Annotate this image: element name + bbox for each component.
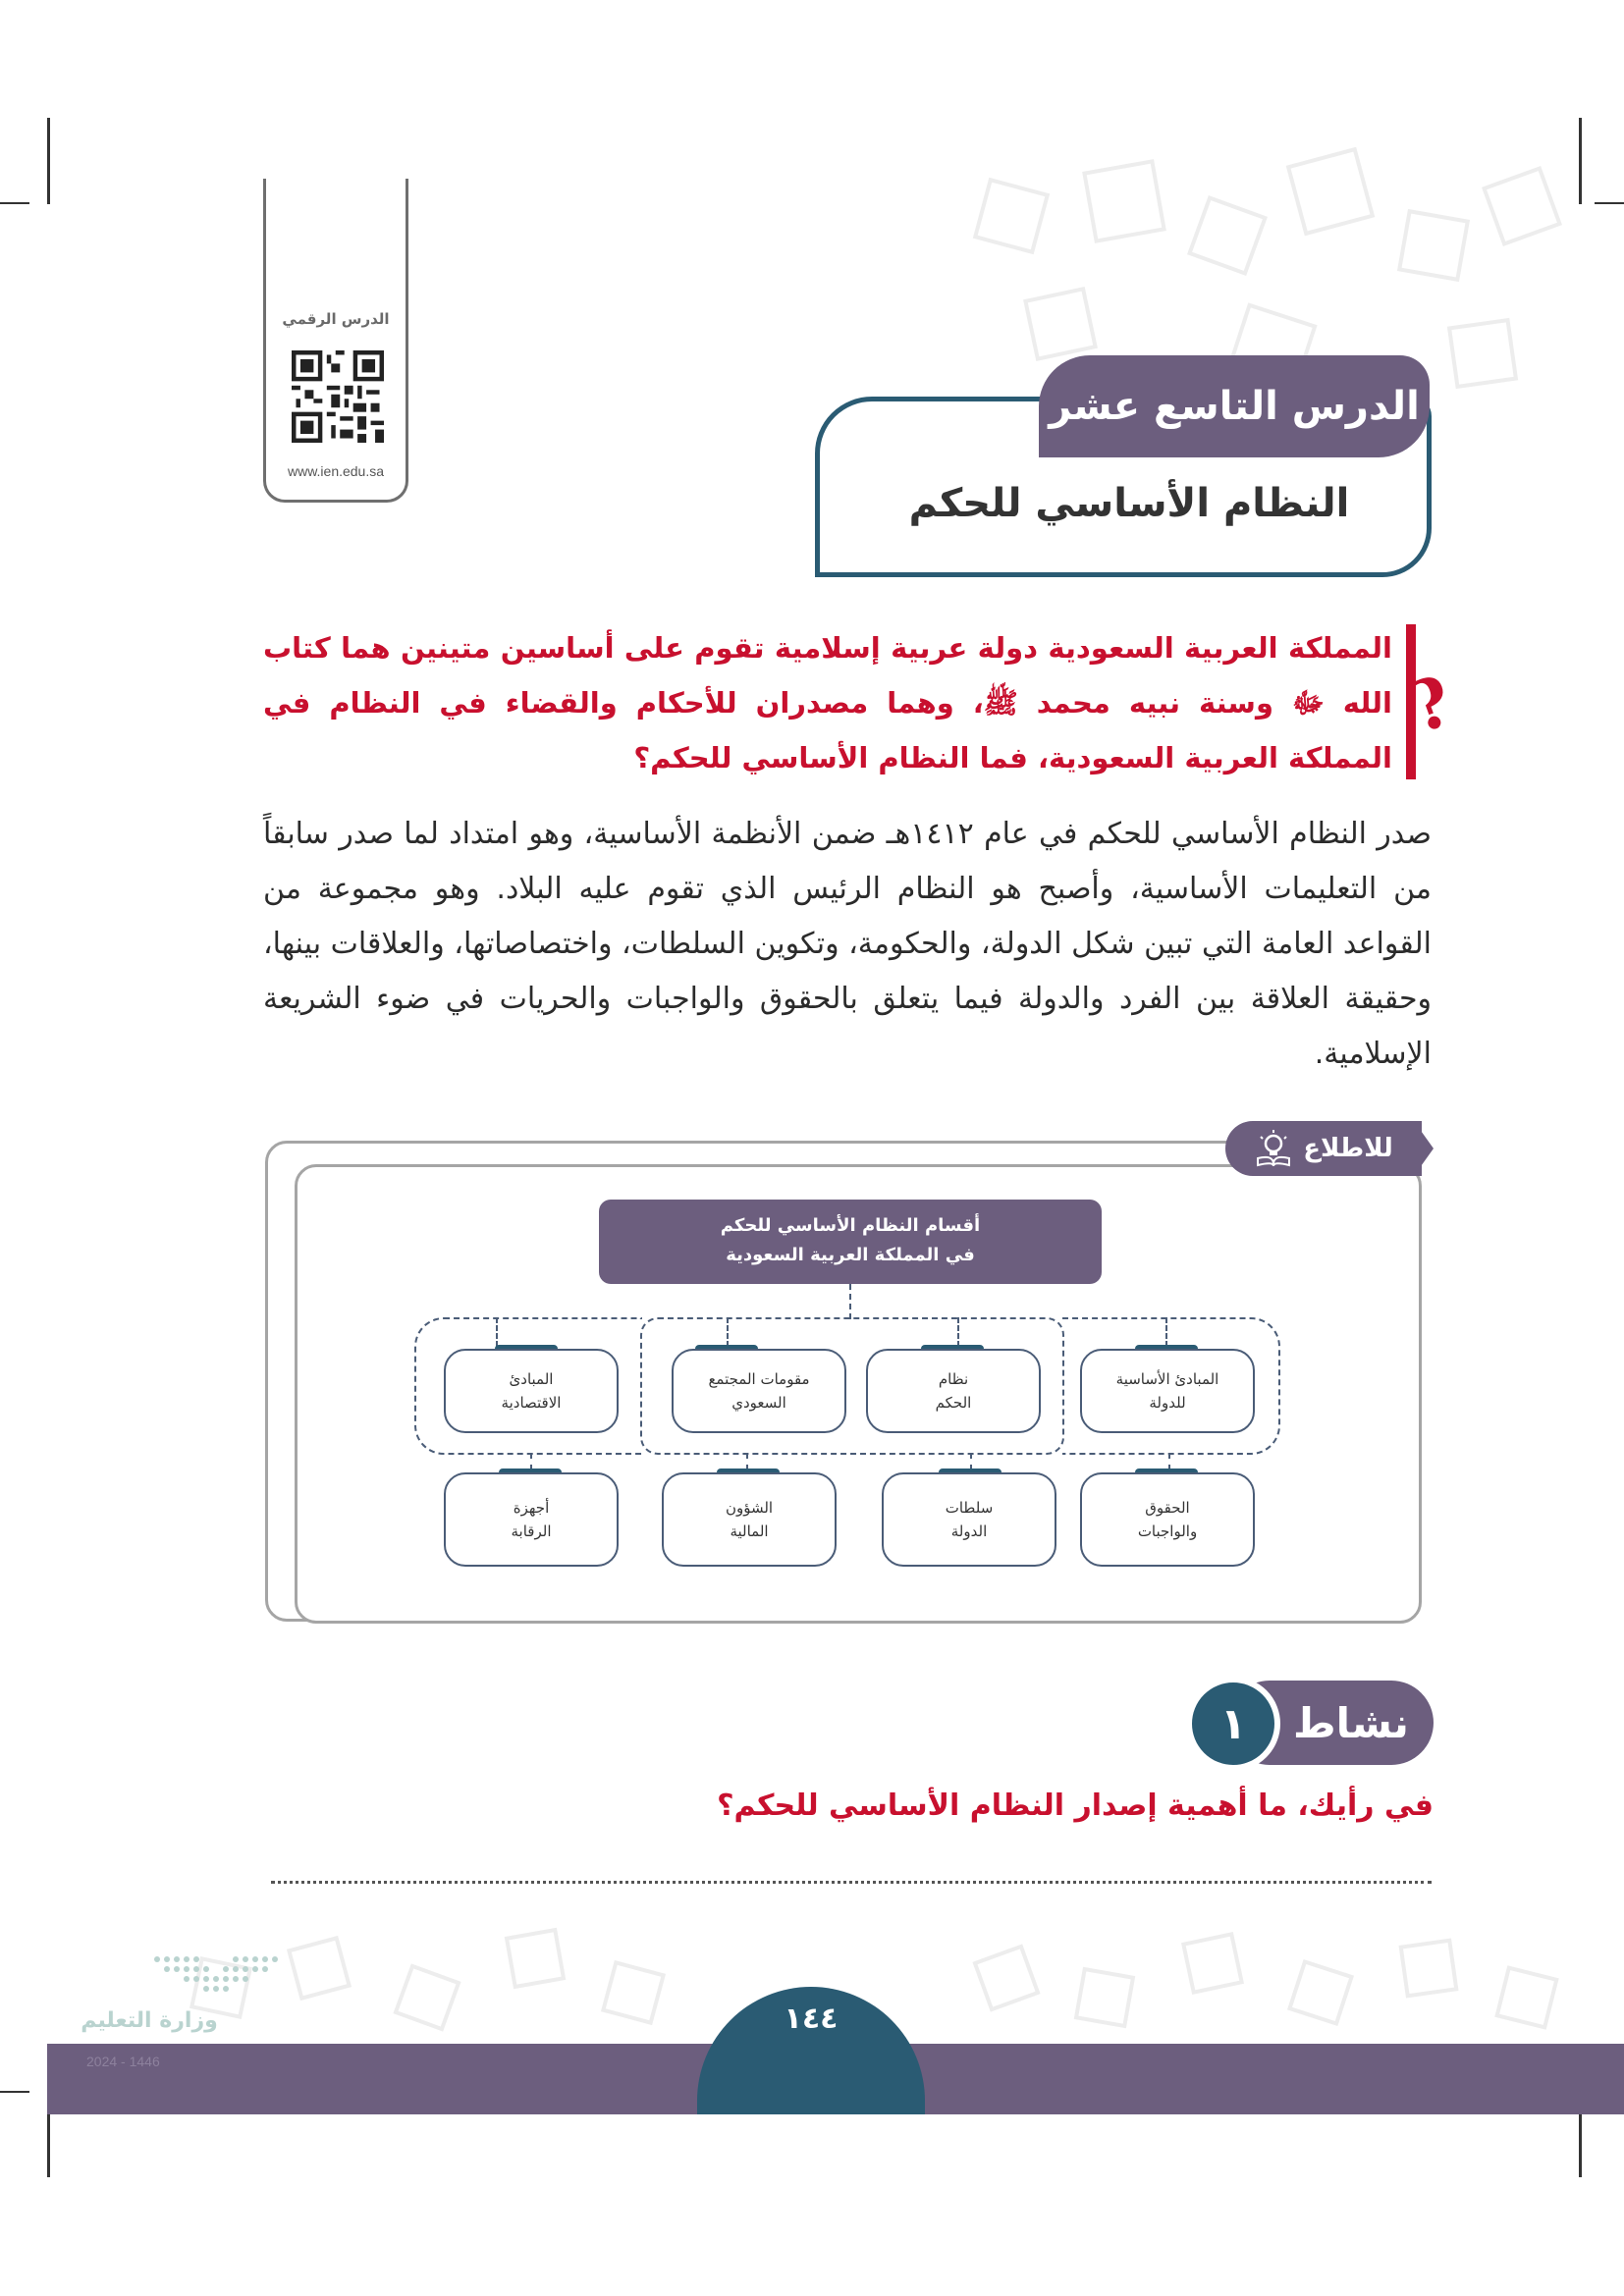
diagram-node: سلطات الدولة [882,1472,1056,1567]
diagram-title-line1: أقسام النظام الأساسي للحكم [720,1215,981,1236]
connector-line [849,1284,851,1319]
info-badge-label: للاطلاع [1303,1134,1393,1163]
diagram-node: المبادئ الأساسية للدولة [1080,1349,1255,1433]
page-number: ١٤٤ [784,2001,839,2036]
diagram-node: المبادئ الاقتصادية [444,1349,619,1433]
crop-mark [1579,118,1582,204]
digital-lesson-panel[interactable] [263,179,408,503]
lesson-number-tab: الدرس التاسع عشر [1039,355,1430,457]
diagram-node: الشؤون المالية [662,1472,837,1567]
diagram-node: مقومات المجتمع السعودي [672,1349,846,1433]
ministry-name: وزارة التعليم [81,2008,218,2033]
activity-number: ١ [1186,1677,1280,1771]
website-url[interactable]: www.ien.edu.sa [287,463,385,479]
diagram-node: الحقوق والواجبات [1080,1472,1255,1567]
question-mark-icon: ? [1397,659,1463,750]
crop-mark [0,202,29,204]
ministry-logo-icon [147,1951,295,2004]
lightbulb-book-icon [1254,1129,1293,1168]
answer-line[interactable] [271,1881,1432,1884]
connector-line [1165,1317,1167,1347]
connector-line [727,1317,729,1347]
info-badge-arrow [1414,1121,1434,1176]
qr-code-icon[interactable] [292,350,384,443]
digital-lesson-label: الدرس الرقمي [282,310,390,328]
crop-mark [1595,202,1624,204]
intro-paragraph: المملكة العربية السعودية دولة عربية إسلامية تقوم على أساسين متينين هما كتاب الله ﷻ وسنة نبيه محمد ﷺ، وهما مصدران للأحكام والقضاء في النظام في المملكة العربية السعودية، فما النظام الأساسي للحكم؟ [263,631,1392,774]
diagram-title-line2: في المملكة العربية السعودية [726,1245,975,1265]
activity-label: نشاط [1293,1698,1409,1747]
body-paragraph: صدر النظام الأساسي للحكم في عام ١٤١٢هـ ضمن الأنظمة الأساسية، وهو امتداد لما صدر سابقاً من التعليمات الأساسية، وأصبح هو النظام الرئيس الذي تقوم عليه البلاد. وهو مجموعة من القواعد العامة التي تبين شكل الدولة، والحكومة، وتكوين السلطات، واختصاصاتها، والعلاقات بينها، وحقيقة العلاقة بين الفرد والدولة فيما يتعلق بالحقوق والواجبات والحريات في ضوء الشريعة الإسلامية. [263,817,1433,1071]
footer-year: 2024 - 1446 [86,2054,160,2069]
connector-line [496,1317,498,1347]
crop-mark [47,118,50,204]
crop-mark [0,2091,29,2093]
diagram-node: نظام الحكم [866,1349,1041,1433]
activity-question: في رأيك، ما أهمية إصدار النظام الأساسي للحكم؟ [717,1789,1434,1823]
lesson-title: النظام الأساسي للحكم [908,481,1350,526]
info-badge [1225,1121,1422,1176]
diagram-title [599,1200,1102,1284]
diagram-node: أجهزة الرقابة [444,1472,619,1567]
connector-line [957,1317,959,1347]
